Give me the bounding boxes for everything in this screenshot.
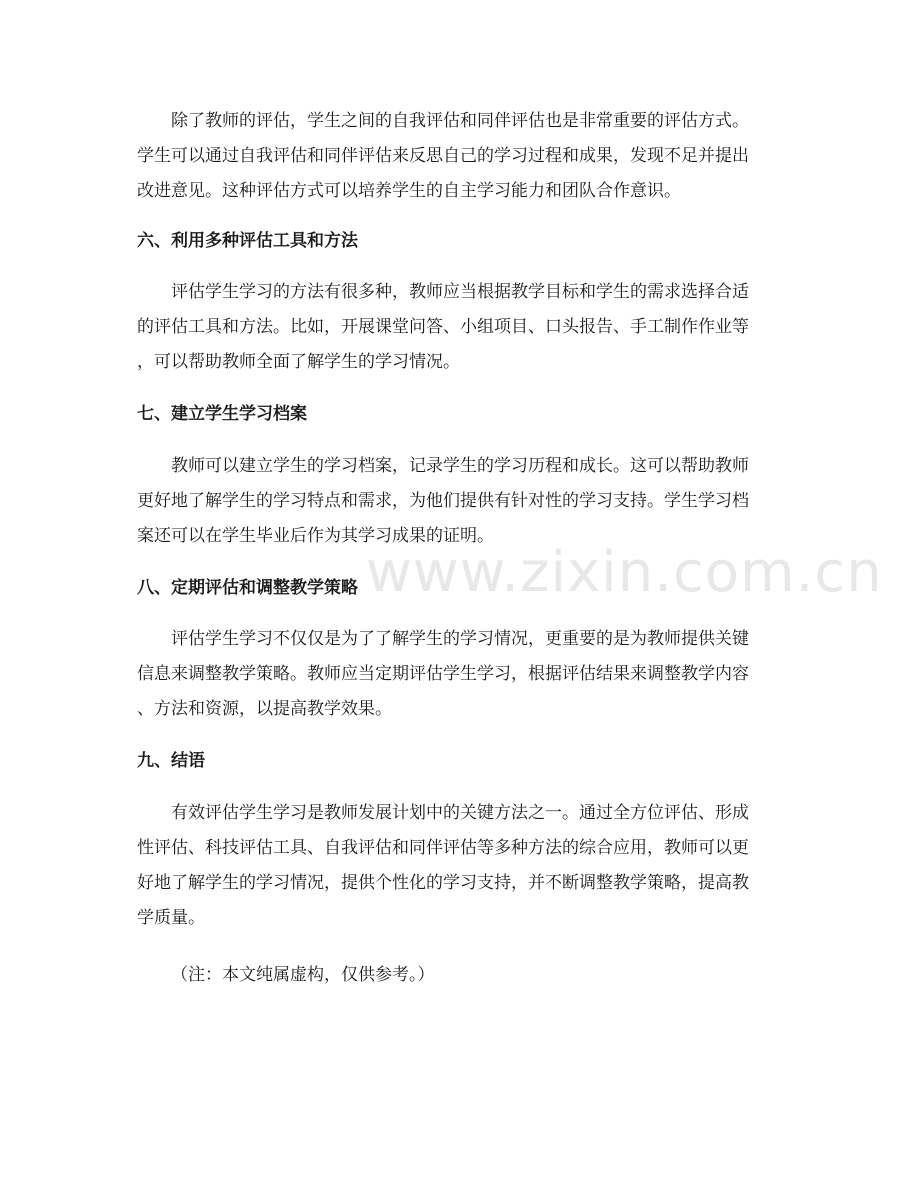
- text-line: 、方法和资源，以提高教学效果。: [137, 699, 392, 719]
- text-line: 性评估、科技评估工具、自我评估和同伴评估等多种方法的综合应用，教师可以更: [137, 838, 749, 858]
- section-heading-8: 八、定期评估和调整教学策略: [137, 578, 358, 598]
- text-line: 好地了解学生的学习情况，提供个性化的学习支持，并不断调整教学策略，提高教: [137, 873, 749, 893]
- footnote-disclaimer: [137, 958, 787, 993]
- text-line: 的评估工具和方法。比如，开展课堂问答、小组项目、口头报告、手工制作作业等: [137, 317, 749, 337]
- text-line: 更好地了解学生的学习特点和需求，为他们提供有针对性的学习支持。学生学习档: [137, 491, 749, 511]
- text-line: 学质量。: [137, 908, 205, 928]
- text-line: 案还可以在学生毕业后作为其学习成果的证明。: [137, 526, 494, 546]
- text-line: 评估学生学习不仅仅是为了了解学生的学习情况，更重要的是为教师提供关键: [171, 629, 749, 649]
- text-line: （注：本文纯属虚构，仅供参考。）: [171, 965, 435, 985]
- section-heading-9: 九、结语: [137, 751, 205, 771]
- text-line: ，可以帮助教师全面了解学生的学习情况。: [137, 352, 460, 372]
- watermark: www.zixin.com.cn: [366, 540, 883, 605]
- text-line: 有效评估学生学习是教师发展计划中的关键方法之一。通过全方位评估、形成: [171, 803, 749, 823]
- paragraph-conclusion: [137, 796, 787, 936]
- text-line: 教师可以建立学生的学习档案，记录学生的学习历程和成长。这可以帮助教师: [171, 456, 749, 476]
- section-heading-6: 六、利用多种评估工具和方法: [137, 231, 358, 251]
- paragraph-assessment-tools: [137, 275, 787, 380]
- text-line: 学生可以通过自我评估和同伴评估来反思自己的学习过程和成果，发现不足并提出: [137, 146, 749, 166]
- text-line: 除了教师的评估，学生之间的自我评估和同伴评估也是非常重要的评估方式。: [171, 111, 749, 131]
- paragraph-peer-assessment: [137, 104, 787, 209]
- text-line: 信息来调整教学策略。教师应当定期评估学生学习，根据评估结果来调整教学内容: [137, 664, 749, 684]
- text-line: 改进意见。这种评估方式可以培养学生的自主学习能力和团队合作意识。: [137, 181, 681, 201]
- text-line: 评估学生学习的方法有很多种，教师应当根据教学目标和学生的需求选择合适: [171, 282, 749, 302]
- section-heading-7: 七、建立学生学习档案: [137, 404, 307, 424]
- paragraph-learning-portfolio: [137, 449, 787, 554]
- paragraph-adjust-strategy: [137, 622, 787, 727]
